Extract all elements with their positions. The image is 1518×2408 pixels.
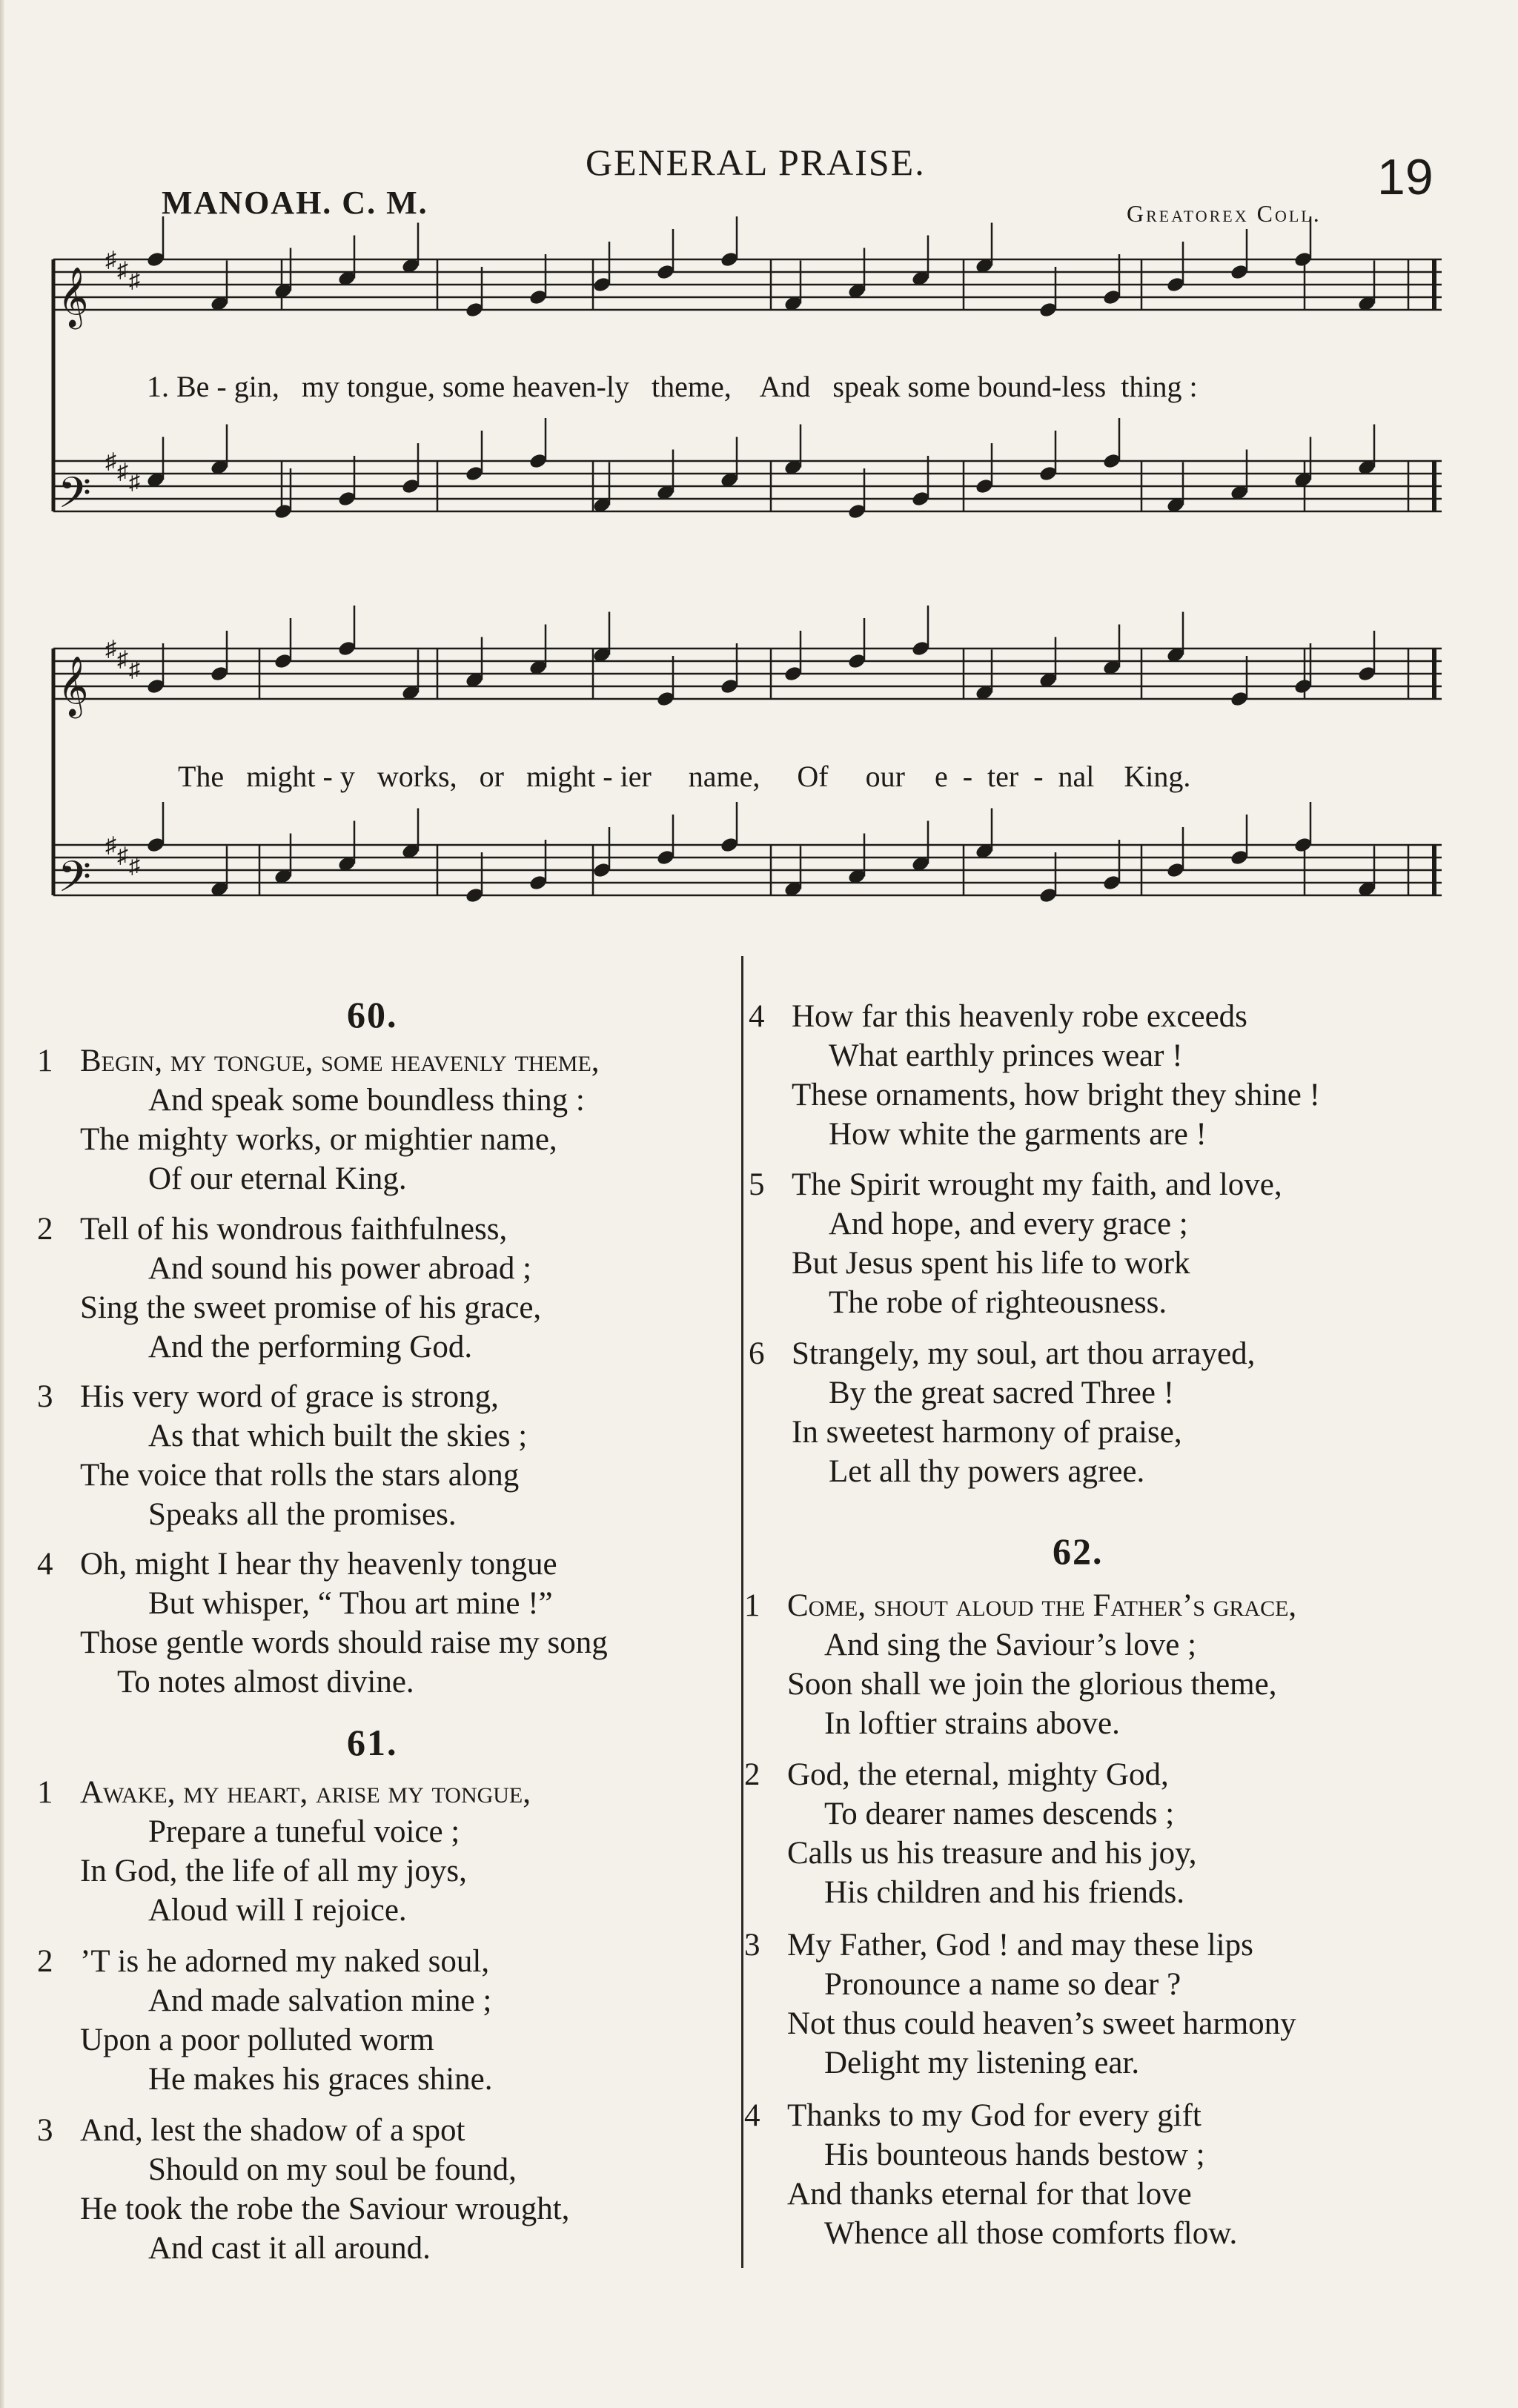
verse-line: And sound his power abroad ;: [148, 1251, 532, 1286]
sharp-icon: ♯: [105, 833, 116, 858]
verse-number: 4: [749, 999, 765, 1034]
verse-number: 1: [37, 1775, 53, 1810]
verse-line: Awake, my heart, arise my tongue,: [80, 1775, 531, 1810]
verse-line: The mighty works, or mightier name,: [80, 1122, 557, 1157]
bass-clef-icon: 𝄢: [58, 468, 92, 528]
verse-line: Begin, my tongue, some heavenly theme,: [80, 1044, 600, 1078]
verse-line: Of our eternal King.: [148, 1161, 407, 1196]
verse-number: 2: [744, 1757, 760, 1792]
verse-line: In loftier strains above.: [824, 1706, 1120, 1741]
verse-line: To dearer names descends ;: [824, 1797, 1175, 1831]
verse-line: How white the garments are !: [829, 1117, 1207, 1152]
sharp-icon: ♯: [117, 460, 128, 484]
hymn-61-verse-4: [749, 997, 1320, 1154]
verse-line: And the performing God.: [148, 1330, 473, 1364]
music-score: [0, 0, 1518, 941]
verse-line: Delight my listening ear.: [824, 2046, 1140, 2080]
sharp-icon: ♯: [129, 854, 140, 878]
verse-line: In God, the life of all my joys,: [80, 1854, 467, 1888]
verse-line: As that which built the skies ;: [148, 1419, 528, 1453]
verse-number: 2: [37, 1944, 53, 1979]
verse-line: And hope, and every grace ;: [829, 1207, 1188, 1241]
verse-line: But whisper, “ Thou art mine !”: [148, 1586, 553, 1621]
sharp-icon: ♯: [105, 449, 116, 474]
verse-line: Upon a poor polluted worm: [80, 2023, 434, 2057]
page-number: 19: [1377, 149, 1434, 205]
verse-line: These ornaments, how bright they shine !: [792, 1078, 1320, 1112]
verse-line: How far this heavenly robe exceeds: [792, 999, 1247, 1034]
verse-line: His very word of grace is strong,: [80, 1379, 499, 1414]
verse-line: And thanks eternal for that love: [787, 2177, 1192, 2212]
verse-line: Soon shall we join the glorious theme,: [787, 1667, 1277, 1702]
verse-line: Strangely, my soul, art thou arrayed,: [792, 1336, 1256, 1371]
verse-number: 3: [37, 1379, 53, 1414]
sharp-icon: ♯: [129, 470, 140, 494]
verse-line: And sing the Saviour’s love ;: [824, 1628, 1197, 1662]
verse-line: ’T is he adorned my naked soul,: [80, 1944, 490, 1979]
verse-number: 3: [37, 2113, 53, 2148]
verse-line: The Spirit wrought my faith, and love,: [792, 1167, 1282, 1202]
hymn-62-verse-4: [744, 2096, 1238, 2253]
verse-line: His bounteous hands bestow ;: [824, 2137, 1205, 2172]
sharp-icon: ♯: [117, 647, 128, 671]
hymn-61-verse-6: [749, 1334, 1256, 1491]
verse-line: Pronounce a name so dear ?: [824, 1967, 1181, 2002]
verse-line: What earthly princes wear !: [829, 1038, 1183, 1073]
verse-line: But Jesus spent his life to work: [792, 1246, 1190, 1281]
bass-clef-icon: 𝄢: [58, 852, 92, 912]
verse-line: Come, shout aloud the Father’s grace,: [787, 1588, 1297, 1623]
verse-line: Let all thy powers agree.: [829, 1454, 1145, 1489]
verse-line: To notes almost divine.: [117, 1665, 414, 1699]
hymn-number-62: 62.: [1053, 1530, 1104, 1572]
sharp-icon: ♯: [129, 657, 140, 682]
hymn-number-61: 61.: [347, 1722, 398, 1763]
verse-line: The voice that rolls the stars along: [80, 1458, 520, 1493]
hymn-61-verse-3: [37, 2111, 570, 2268]
hymn-60-verse-3: [37, 1377, 528, 1534]
hymn-60-verse-1: [37, 1041, 600, 1198]
verse-line: Aloud will I rejoice.: [148, 1893, 407, 1928]
verse-number: 5: [749, 1167, 765, 1202]
verse-line: And made salvation mine ;: [148, 1983, 492, 2018]
hymn-60-verse-2: [37, 1210, 542, 1367]
hymn-number-60: 60.: [347, 994, 398, 1035]
verse-line: Sing the sweet promise of his grace,: [80, 1290, 542, 1325]
verse-line: And, lest the shadow of a spot: [80, 2113, 465, 2148]
sharp-icon: ♯: [117, 843, 128, 868]
tune-name: MANOAH. C. M.: [162, 185, 428, 221]
verse-line: In sweetest harmony of praise,: [792, 1415, 1182, 1450]
hymn-60-verse-4: [37, 1545, 608, 1702]
verse-line: Those gentle words should raise my song: [80, 1625, 608, 1660]
sharp-icon: ♯: [105, 248, 116, 272]
verse-number: 4: [37, 1547, 53, 1582]
hymn-62-verse-1: [744, 1586, 1297, 1743]
hymn-62-verse-3: [744, 1926, 1296, 2083]
verse-number: 6: [749, 1336, 765, 1371]
verse-number: 2: [37, 1212, 53, 1247]
verse-line: He makes his graces shine.: [148, 2062, 493, 2097]
verse-line: His children and his friends.: [824, 1875, 1185, 1910]
tune-lyrics-line-2: The might - y works, or might - ier name, Of our e - ter - nal King.: [178, 760, 1191, 793]
verse-line: God, the eternal, mighty God,: [787, 1757, 1169, 1792]
verse-number: 1: [744, 1588, 760, 1623]
hymn-61-verse-1: [37, 1773, 531, 1930]
verse-line: Tell of his wondrous faithfulness,: [80, 1212, 508, 1247]
treble-clef-icon: 𝄞: [58, 655, 89, 716]
tune-lyrics-line-1: 1. Be - gin, my tongue, some heaven-ly theme, And speak some bound-less thing :: [147, 370, 1198, 403]
verse-line: My Father, God ! and may these lips: [787, 1928, 1253, 1963]
verse-number: 3: [744, 1928, 760, 1963]
hymn-61-verse-5: [749, 1165, 1282, 1322]
sharp-icon: ♯: [105, 637, 116, 661]
verse-number: 4: [744, 2098, 760, 2133]
verse-line: Not thus could heaven’s sweet harmony: [787, 2006, 1296, 2041]
verse-line: The robe of righteousness.: [829, 1285, 1167, 1320]
verse-line: He took the robe the Saviour wrought,: [80, 2192, 570, 2226]
verse-line: Prepare a tuneful voice ;: [148, 1814, 460, 1849]
verse-line: And cast it all around.: [148, 2231, 431, 2266]
column-divider: [741, 956, 743, 2268]
verse-line: And speak some boundless thing :: [148, 1083, 585, 1118]
treble-clef-icon: 𝄞: [58, 266, 89, 327]
verse-line: Oh, might I hear thy heavenly tongue: [80, 1547, 557, 1582]
verse-line: Calls us his treasure and his joy,: [787, 1836, 1197, 1871]
hymn-62-verse-2: [744, 1755, 1197, 1912]
sharp-icon: ♯: [129, 268, 140, 293]
verse-line: Whence all those comforts flow.: [824, 2216, 1238, 2251]
section-title: GENERAL PRAISE.: [586, 142, 926, 183]
verse-number: 1: [37, 1044, 53, 1078]
tune-source: Greatorex Coll.: [1127, 200, 1322, 227]
sharp-icon: ♯: [117, 258, 128, 282]
verse-line: By the great sacred Three !: [829, 1376, 1175, 1410]
verse-line: Speaks all the promises.: [148, 1497, 457, 1532]
hymn-61-verse-2: [37, 1942, 493, 2099]
verse-line: Thanks to my God for every gift: [787, 2098, 1202, 2133]
verse-line: Should on my soul be found,: [148, 2152, 517, 2187]
